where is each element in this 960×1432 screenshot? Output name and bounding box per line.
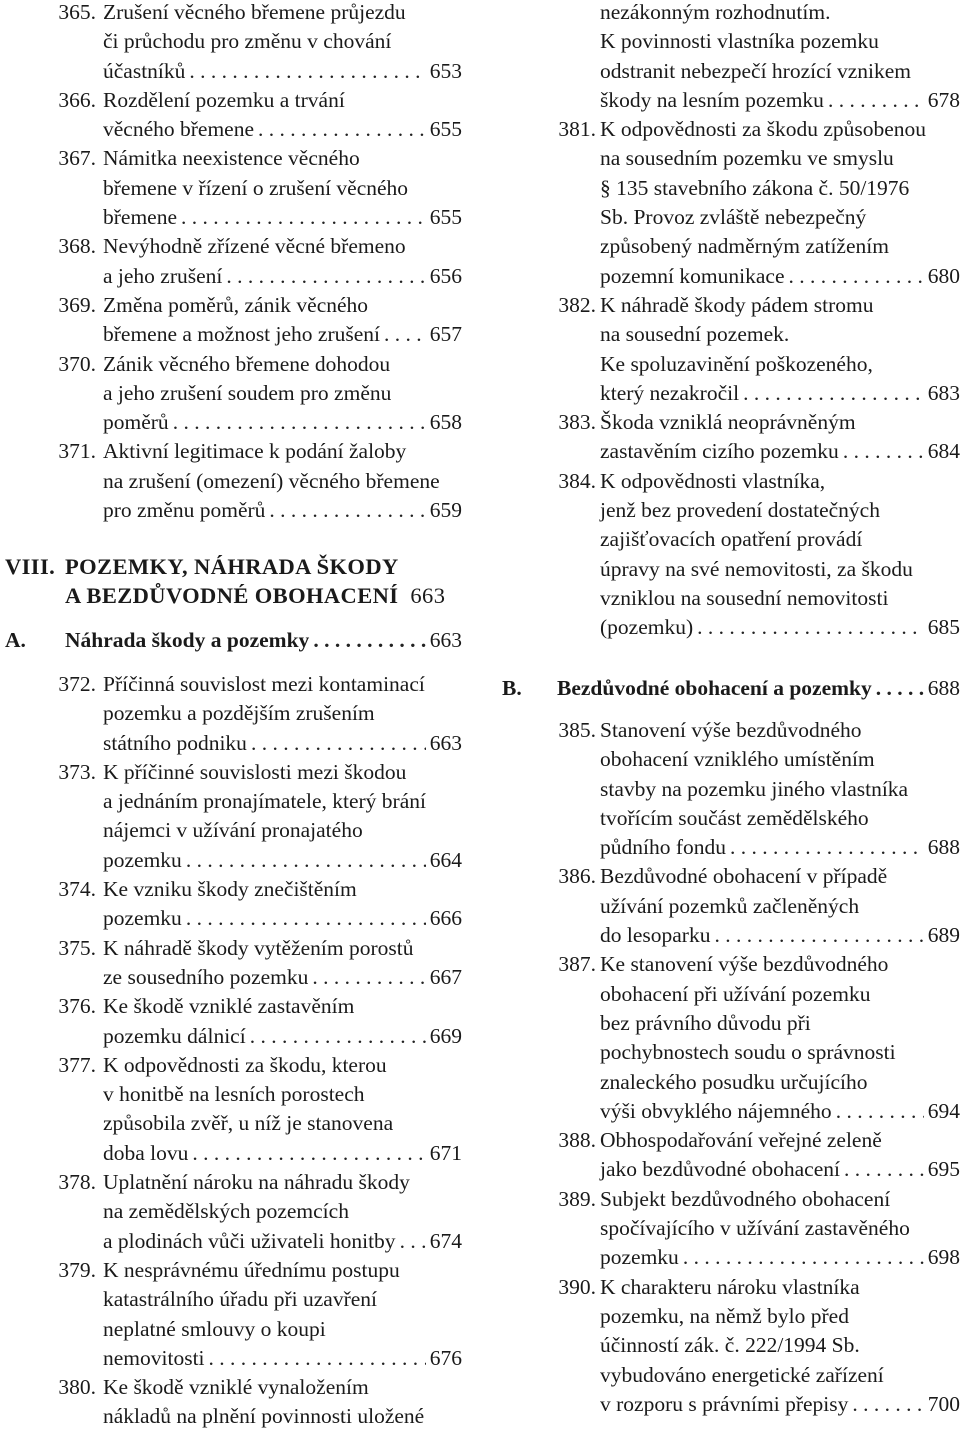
entry-text-line: břemene v řízení o zrušení věcného: [103, 175, 409, 200]
right-top-entries: [500, 0, 960, 643]
toc-entry[interactable]: [500, 1126, 960, 1185]
entry-number: 387.: [558, 952, 596, 977]
entry-page: 664: [429, 847, 462, 872]
toc-entry[interactable]: [0, 992, 462, 1051]
entry-text-line: pochybnostech soudu o správnosti: [600, 1040, 896, 1065]
leader-dots: [181, 203, 426, 232]
entry-text-line: v honitbě na lesních porostech: [103, 1082, 365, 1107]
entry-text-line: půdního fondu: [600, 835, 727, 860]
entry-page: 674: [429, 1228, 462, 1253]
entry-number: 384.: [558, 468, 596, 493]
chapter-title-line: POZEMKY, NÁHRADA ŠKODY: [65, 554, 399, 579]
toc-entry[interactable]: [0, 875, 462, 934]
chapter-page: 663: [410, 583, 446, 608]
leader-dots: [400, 1227, 426, 1256]
entry-number: 380.: [58, 1375, 96, 1400]
entry-number: 375.: [58, 935, 96, 960]
leader-dots: [743, 379, 924, 408]
section-title: Bezdůvodné obohacení a pozemky: [557, 676, 872, 700]
toc-entry[interactable]: [500, 950, 960, 1126]
entry-text-line: poměrů: [103, 410, 169, 435]
entry-text-line: Změna poměrů, zánik věcného: [103, 292, 369, 317]
entry-text-line: neplatné smlouvy o koupi: [103, 1316, 326, 1341]
leader-dots: [683, 1243, 924, 1272]
left-bottom-entries: [0, 670, 462, 1432]
entry-text-line: K náhradě škody vytěžením porostů: [103, 935, 414, 960]
entry-page: 655: [429, 205, 462, 230]
entry-text-line: K charakteru nároku vlastníka: [600, 1274, 860, 1299]
toc-entry[interactable]: [0, 1373, 462, 1432]
entry-text-line: stavby na pozemku jiného vlastníka: [600, 776, 909, 801]
section-page: 663: [429, 628, 462, 652]
entry-text-line: Nevýhodně zřízené věcné břemeno: [103, 234, 406, 259]
leader-dots: [844, 1155, 924, 1184]
chapter-number: VIII.: [5, 554, 56, 579]
entry-text-line: pozemku: [103, 906, 182, 931]
entry-page: 683: [927, 380, 960, 405]
entry-text-line: způsobila zvěř, u níž je stanovena: [103, 1111, 394, 1136]
entry-text-line: pro změnu poměrů: [103, 498, 266, 523]
entry-text-line: pozemku: [600, 1245, 679, 1270]
leader-dots: [250, 1022, 426, 1051]
entry-text-line: Stanovení výše bezdůvodného: [600, 718, 862, 742]
toc-entry[interactable]: [500, 291, 960, 408]
entry-text-line: užívání pozemků začleněných: [600, 893, 860, 918]
toc-entry[interactable]: [0, 144, 462, 232]
entry-page: 655: [429, 117, 462, 142]
entry-text-line: na zemědělských pozemcích: [103, 1199, 349, 1224]
entry-text-line: tvořícím součást zemědělského: [600, 805, 869, 830]
entry-text-line: K povinnosti vlastníka pozemku: [600, 29, 879, 54]
entry-number: 388.: [558, 1128, 596, 1153]
entry-number: 369.: [58, 292, 96, 317]
entry-text-line: Ke škodě vzniklé vynaložením: [103, 1375, 369, 1400]
entry-page: 659: [429, 498, 462, 523]
leader-dots: [258, 115, 426, 144]
entry-text-line: Rozdělení pozemku a trvání: [103, 87, 345, 112]
entry-page: 663: [429, 730, 462, 755]
entry-text-line: jenž bez provedení dostatečných: [600, 498, 880, 523]
entry-text-line: vzniklou na sousední nemovitosti: [600, 585, 889, 610]
entry-text-line: v rozporu s právními přepisy: [600, 1391, 849, 1416]
entry-page: 667: [429, 964, 462, 989]
entry-text-line: obohacení vzniklého umístěním: [600, 747, 875, 772]
leader-dots: [876, 674, 924, 703]
leader-dots: [209, 1344, 426, 1373]
entry-text-line: K náhradě škody pádem stromu: [600, 292, 874, 317]
entry-text-line: K odpovědnosti za škodu, kterou: [103, 1052, 387, 1077]
toc-entry[interactable]: [0, 350, 462, 438]
entry-text-line: bez právního důvodu při: [600, 1010, 811, 1035]
entry-number: 368.: [58, 234, 96, 259]
entry-page: 695: [927, 1157, 960, 1182]
leader-dots: [384, 320, 426, 349]
entry-text-line: pozemku a pozdějším zrušením: [103, 701, 375, 726]
leader-dots: [173, 408, 426, 437]
entry-number: 381.: [558, 117, 596, 142]
entry-text-line: doba lovu: [103, 1140, 189, 1165]
entry-text-line: pozemní komunikace: [600, 263, 785, 288]
entry-text-line: Ke vzniku škody znečištěním: [103, 877, 357, 902]
leader-dots: [843, 437, 924, 466]
toc-entry[interactable]: [0, 934, 462, 993]
entry-text-line: který nezakročil: [600, 380, 740, 405]
entry-text-line: výši obvyklého nájemného: [600, 1098, 832, 1123]
entry-number: 372.: [58, 672, 96, 696]
leader-dots: [192, 1139, 425, 1168]
entry-text-line: břemene a možnost jeho zrušení: [103, 322, 381, 347]
toc-entry[interactable]: [500, 115, 960, 291]
leader-dots: [697, 613, 924, 642]
entry-text-line: K nesprávnému úřednímu postupu: [103, 1257, 400, 1282]
toc-entry[interactable]: [0, 1168, 462, 1256]
entry-text-line: na sousedním pozemku ve smyslu: [600, 146, 894, 171]
entry-page: 678: [927, 87, 960, 112]
entry-text-line: § 135 stavebního zákona č. 50/1976: [600, 175, 910, 200]
leader-dots: [269, 496, 425, 525]
entry-page: 698: [927, 1245, 960, 1270]
entry-text-line: a jeho zrušení soudem pro změnu: [103, 380, 392, 405]
entry-number: 389.: [558, 1186, 596, 1211]
entry-text-line: břemene: [103, 205, 178, 230]
entry-page: 694: [927, 1098, 960, 1123]
leader-dots: [714, 921, 923, 950]
entry-number: 367.: [58, 146, 96, 171]
entry-number: 379.: [58, 1257, 96, 1282]
toc-entry[interactable]: [500, 862, 960, 950]
toc-entry[interactable]: [0, 1256, 462, 1373]
toc-entry[interactable]: [0, 758, 462, 875]
leader-dots: [226, 262, 425, 291]
entry-page: 657: [429, 322, 462, 347]
entry-number: 377.: [58, 1052, 96, 1077]
entry-text-line: Ke stanovení výše bezdůvodného: [600, 952, 889, 977]
entry-text-line: do lesoparku: [600, 923, 711, 948]
entry-page: 658: [429, 410, 462, 435]
toc-entry[interactable]: [0, 232, 462, 291]
entry-text-line: spočívajícího v užívání zastavěného: [600, 1216, 910, 1241]
entry-text-line: účastníků: [103, 58, 186, 83]
entry-text-line: Škoda vzniklá neoprávněným: [600, 410, 856, 435]
entry-page: 653: [429, 58, 462, 83]
entry-text-line: Zánik věcného břemene dohodou: [103, 351, 391, 376]
leader-dots: [788, 262, 923, 291]
section-page: 688: [927, 676, 960, 700]
section-b-heading: [502, 674, 960, 703]
entry-page: 676: [429, 1345, 462, 1370]
entry-text-line: znaleckého posudku určujícího: [600, 1069, 868, 1094]
entry-text-line: na zrušení (omezení) věcného břemene: [103, 468, 440, 493]
toc-entry[interactable]: [500, 0, 960, 115]
chapter-heading: [5, 552, 462, 610]
entry-text-line: nájemci v užívání pronajatého: [103, 818, 363, 843]
entry-text-line: pozemku: [103, 847, 182, 872]
entry-text-line: Zrušení věcného břemene průjezdu: [103, 0, 406, 24]
toc-entry[interactable]: [0, 670, 462, 758]
entry-page: 671: [429, 1140, 462, 1165]
entry-page: 669: [429, 1023, 462, 1048]
entry-number: 386.: [558, 864, 596, 889]
entry-page: 688: [927, 835, 960, 860]
toc-entry[interactable]: [500, 408, 960, 467]
entry-text-line: škody na lesním pozemku: [600, 87, 824, 112]
section-number: B.: [502, 676, 522, 700]
entry-text-line: odstranit nebezpečí hrozící vznikem: [600, 58, 912, 83]
entry-text-line: nezákonným rozhodnutím.: [600, 0, 831, 24]
leader-dots: [313, 626, 425, 655]
entry-text-line: a jednáním pronajímatele, který brání: [103, 789, 426, 814]
toc-entry[interactable]: [0, 437, 462, 525]
right-bottom-entries: [500, 716, 960, 1419]
entry-text-line: způsobený nadměrným zatížením: [600, 234, 889, 259]
toc-entry[interactable]: [0, 0, 462, 86]
section-title: Náhrada škody a pozemky: [65, 628, 310, 652]
entry-page: 684: [927, 439, 960, 464]
toc-entry[interactable]: [500, 1185, 960, 1273]
entry-number: 373.: [58, 759, 96, 784]
leader-dots: [730, 833, 924, 862]
entry-number: 383.: [558, 410, 596, 435]
entry-page: 700: [927, 1391, 960, 1416]
entry-text-line: zastavěním cizího pozemku: [600, 439, 839, 464]
toc-entry[interactable]: [500, 716, 960, 862]
entry-text-line: či průchodu pro změnu v chování: [103, 29, 392, 54]
leader-dots: [836, 1097, 924, 1126]
entry-number: 365.: [58, 0, 96, 24]
section-a-heading: [5, 626, 462, 655]
entry-text-line: pozemku dálnicí: [103, 1023, 246, 1048]
chapter-title-line: A BEZDŮVODNÉ OBOHACENÍ: [65, 583, 399, 608]
entry-number: 385.: [558, 718, 596, 742]
entry-text-line: a jeho zrušení: [103, 263, 223, 288]
entry-text-line: ze sousedního pozemku: [103, 964, 309, 989]
leader-dots: [186, 904, 426, 933]
entry-text-line: Aktivní legitimace k podání žaloby: [103, 439, 407, 464]
entry-text-line: Ke škodě vzniklé zastavěním: [103, 994, 355, 1019]
entry-text-line: Uplatnění nároku na náhradu škody: [103, 1170, 410, 1195]
entry-text-line: obohacení při užívání pozemku: [600, 981, 871, 1006]
entry-text-line: věcného břemene: [103, 117, 255, 142]
entry-text-line: Příčinná souvislost mezi kontaminací: [103, 672, 425, 696]
entry-page: 689: [927, 923, 960, 948]
entry-text-line: pozemku, na němž bylo před: [600, 1303, 849, 1328]
entry-text-line: Subjekt bezdůvodného obohacení: [600, 1186, 891, 1211]
entry-text-line: vybudováno energetické zařízení: [600, 1362, 884, 1387]
entry-text-line: (pozemku): [600, 615, 694, 640]
entry-page: 680: [927, 263, 960, 288]
entry-text-line: K odpovědnosti vlastníka,: [600, 468, 826, 493]
leader-dots: [251, 729, 426, 758]
entry-text-line: Sb. Provoz zvláště nebezpečný: [600, 205, 867, 230]
leader-dots: [828, 86, 924, 115]
entry-page: 656: [429, 263, 462, 288]
toc-entry[interactable]: [500, 467, 960, 643]
toc-entry[interactable]: [500, 1273, 960, 1419]
leader-dots: [186, 846, 426, 875]
toc-entry[interactable]: [0, 1051, 462, 1168]
entry-text-line: jako bezdůvodné obohacení: [600, 1157, 840, 1182]
entry-number: 382.: [558, 292, 596, 317]
entry-number: 370.: [58, 351, 96, 376]
leader-dots: [852, 1390, 923, 1419]
leader-dots: [312, 963, 425, 992]
section-number: A.: [5, 628, 26, 652]
entry-text-line: nemovitosti: [103, 1345, 205, 1370]
entry-text-line: a plodinách vůči uživateli honitby: [103, 1228, 396, 1253]
entry-text-line: K příčinné souvislosti mezi škodou: [103, 759, 407, 784]
entry-text-line: státního podniku: [103, 730, 247, 755]
left-top-entries: [0, 0, 462, 525]
leader-dots: [189, 57, 425, 86]
entry-number: 378.: [58, 1170, 96, 1195]
entry-page: 685: [927, 615, 960, 640]
toc-entry[interactable]: [0, 86, 462, 145]
entry-text-line: nákladů na plnění povinnosti uložené: [103, 1404, 425, 1429]
entry-text-line: účinností zák. č. 222/1994 Sb.: [600, 1333, 860, 1358]
toc-entry[interactable]: [0, 291, 462, 350]
entry-number: 371.: [58, 439, 96, 464]
entry-text-line: K odpovědnosti za škodu způsobenou: [600, 117, 927, 142]
entry-text-line: Námitka neexistence věcného: [103, 146, 360, 171]
entry-text-line: úpravy na své nemovitosti, za škodu: [600, 556, 913, 581]
entry-text-line: Ke spoluzavinění poškozeného,: [600, 351, 873, 376]
entry-text-line: na sousední pozemek.: [600, 322, 790, 347]
entry-text-line: Obhospodařování veřejné zeleně: [600, 1128, 882, 1153]
entry-number: 390.: [558, 1274, 596, 1299]
entry-number: 376.: [58, 994, 96, 1019]
entry-page: 666: [429, 906, 462, 931]
entry-number: 374.: [58, 877, 96, 902]
entry-text-line: zajišťovacích opatření provádí: [600, 527, 863, 552]
entry-text-line: katastrálního úřadu při uzavření: [103, 1287, 378, 1312]
entry-number: 366.: [58, 87, 96, 112]
entry-text-line: Bezdůvodné obohacení v případě: [600, 864, 888, 889]
